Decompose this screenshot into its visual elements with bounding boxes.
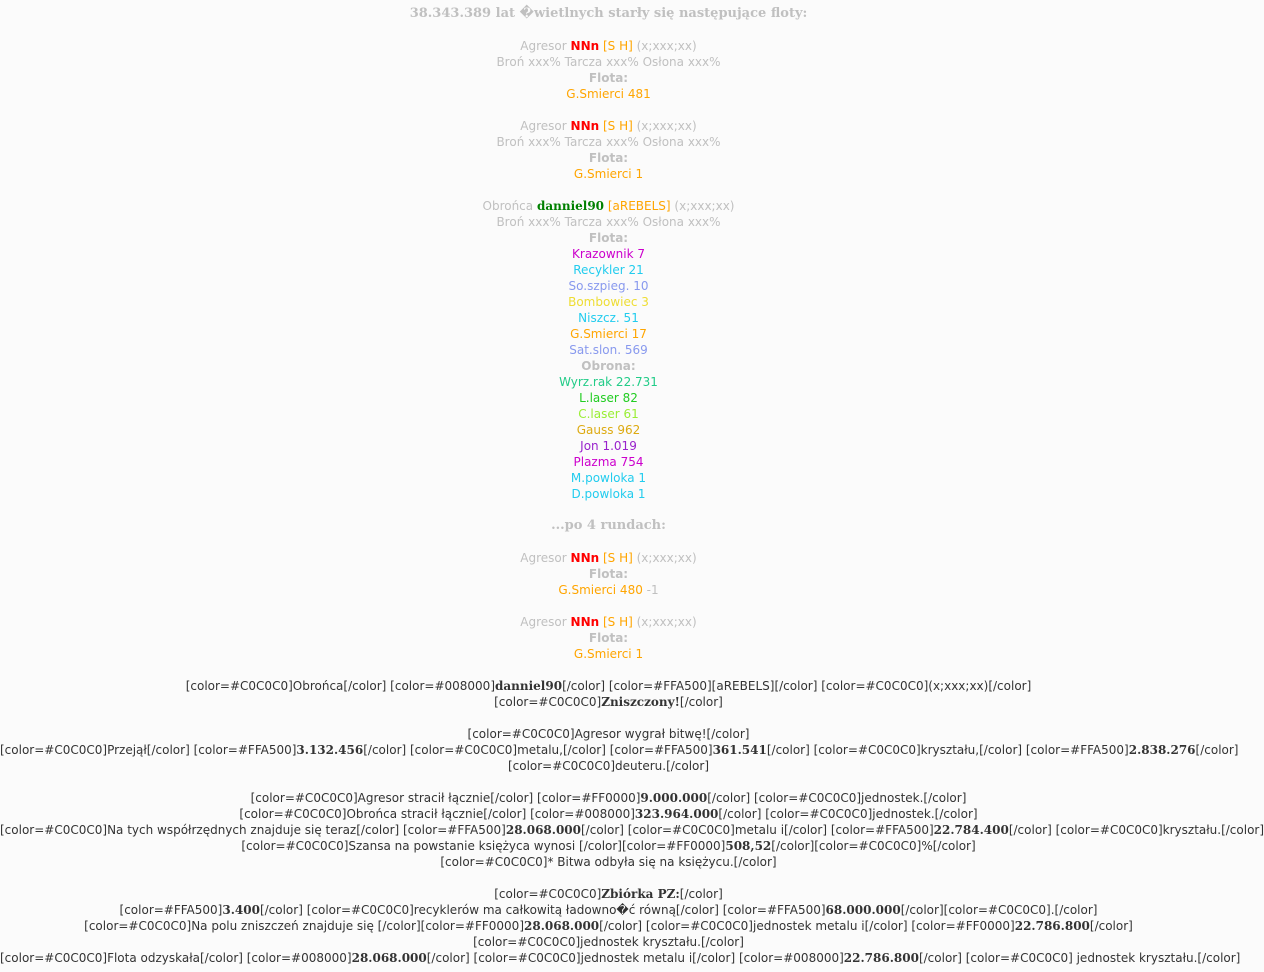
report-value-bold: 28.068.000 (505, 823, 581, 837)
report-text: Agresor (520, 615, 571, 629)
report-value-bold: 361.541 (712, 743, 767, 757)
line-spacer (0, 662, 1217, 678)
report-value-bold: 28.068.000 (351, 951, 427, 965)
report-line (0, 854, 1217, 870)
report-text: L.laser 82 (579, 391, 638, 405)
report-line (0, 134, 1217, 150)
line-spacer (0, 598, 1217, 614)
report-line (0, 454, 1217, 470)
report-line (0, 38, 1217, 54)
report-line (0, 54, 1217, 70)
report-line (0, 838, 1217, 854)
report-text: [color=#C0C0C0] (494, 887, 602, 901)
report-text: Agresor (520, 551, 571, 565)
report-value-bold: 9.000.000 (640, 791, 708, 805)
report-line (0, 70, 1217, 86)
report-line (0, 614, 1217, 630)
report-text: G.Smierci 17 (570, 327, 647, 341)
report-text: Agresor (520, 119, 571, 133)
report-value-bold: NNn (570, 551, 600, 565)
report-text: [color=#C0C0C0]Na tych współrzędnych znajduje się teraz[/color] [color=#FFA500] (0, 823, 506, 837)
report-text: [/color][color=#C0C0C0]%[/color] (771, 839, 976, 853)
report-text: G.Smierci 1 (573, 647, 644, 661)
report-text: ...po 4 rundach: (551, 518, 666, 533)
report-text: Krazownik 7 (572, 247, 645, 261)
report-text: Niszcz. 51 (578, 311, 639, 325)
report-line (0, 326, 1217, 342)
report-line (0, 406, 1217, 422)
report-line (0, 694, 1217, 710)
report-text: (x;xxx;xx) (670, 199, 735, 213)
report-text: [/color][color=#C0C0C0].[/color] (900, 903, 1098, 917)
report-line (0, 550, 1217, 566)
report-text: [/color] (679, 887, 723, 901)
report-value-bold: 3.400 (222, 903, 260, 917)
report-line (0, 214, 1217, 230)
report-text: -1 (642, 583, 659, 597)
report-text: Broń xxx% Tarcza xxx% Osłona xxx% (496, 135, 721, 149)
report-line (0, 230, 1217, 246)
report-text: Broń xxx% Tarcza xxx% Osłona xxx% (496, 55, 721, 69)
report-value-bold: Obrona: (581, 359, 636, 373)
report-text: Obrońca (482, 199, 537, 213)
report-text: [S H] (599, 615, 633, 629)
report-value-bold: 323.964.000 (634, 807, 719, 821)
report-text: (x;xxx;xx) (632, 615, 697, 629)
report-value-bold: NNn (570, 119, 600, 133)
report-value-bold: 2.838.276 (1128, 743, 1196, 757)
report-text: [/color] [color=#C0C0C0]jednostek metalu i[/color] [color=#008000] (426, 951, 844, 965)
report-text: [color=#C0C0C0]Obrońca stracił łącznie[/color] [color=#008000] (239, 807, 635, 821)
report-text: [color=#C0C0C0] (494, 695, 602, 709)
report-value-bold: Flota: (588, 631, 629, 645)
report-line (0, 310, 1217, 326)
report-line (0, 806, 1217, 822)
report-text: G.Smierci 481 (566, 87, 651, 101)
report-value-bold: Flota: (588, 151, 629, 165)
report-text: [S H] (599, 39, 633, 53)
report-text: Agresor (520, 39, 571, 53)
report-text: (x;xxx;xx) (632, 39, 697, 53)
report-text: [color=#C0C0C0]Przejął[/color] [color=#FFA500] (0, 743, 297, 757)
report-text: [/color] [color=#C0C0C0]jednostek.[/color] (718, 807, 978, 821)
report-text: [/color] [color=#C0C0C0]metalu,[/color] [color=#FFA500] (363, 743, 713, 757)
line-spacer (0, 870, 1217, 886)
report-line (0, 678, 1217, 694)
report-line (0, 150, 1217, 166)
report-text: [/color] [color=#C0C0C0]recyklerów ma całkowitą ładowno�ć równą[/color] [color=#FFA500] (259, 903, 826, 917)
report-value-bold: NNn (570, 39, 600, 53)
report-text: [/color] [color=#C0C0C0]jednostek.[/color] (707, 791, 967, 805)
report-value-bold: Flota: (588, 71, 629, 85)
report-heading (0, 6, 1217, 22)
report-text: [color=#C0C0C0]Agresor wygrał bitwę![/color] (467, 727, 750, 741)
report-line (0, 294, 1217, 310)
report-text: [aREBELS] (604, 199, 671, 213)
report-line (0, 342, 1217, 358)
report-value-bold: danniel90 (536, 199, 605, 213)
report-text: So.szpieg. 10 (568, 279, 649, 293)
report-value-bold: 22.786.800 (1014, 919, 1090, 933)
report-text: [color=#C0C0C0]Na polu zniszczeń znajduje się [/color][color=#FF0000] (84, 919, 524, 933)
report-text: Bombowiec 3 (568, 295, 649, 309)
report-line (0, 886, 1217, 902)
report-line (0, 726, 1217, 742)
report-value-bold: 22.786.800 (843, 951, 919, 965)
report-text: [/color] (1195, 743, 1239, 757)
report-text: Plazma 754 (573, 455, 644, 469)
report-text: [/color] [color=#C0C0C0]jednostek metalu i[/color] [color=#FF0000] (599, 919, 1015, 933)
report-value-bold: Zniszczony! (601, 695, 680, 709)
report-line (0, 374, 1217, 390)
report-line (0, 390, 1217, 406)
report-text: [color=#FFA500] (119, 903, 223, 917)
report-value-bold: Zbiórka PZ: (601, 887, 680, 901)
line-spacer (0, 22, 1217, 38)
report-line (0, 582, 1217, 598)
report-text: [/color] [color=#C0C0C0]kryształu.[/color] (1008, 823, 1264, 837)
report-text: Recykler 21 (573, 263, 644, 277)
report-value-bold: 508,52 (725, 839, 772, 853)
report-line (0, 630, 1217, 646)
report-line (0, 902, 1217, 918)
report-heading (0, 518, 1217, 534)
report-line (0, 566, 1217, 582)
report-text: [/color] [color=#C0C0C0]metalu i[/color] [color=#FFA500] (581, 823, 934, 837)
report-line (0, 262, 1217, 278)
line-spacer (0, 774, 1217, 790)
report-text: [color=#C0C0C0]Flota odzyskała[/color] [color=#008000] (0, 951, 352, 965)
report-line (0, 166, 1217, 182)
report-text: Wyrz.rak 22.731 (559, 375, 658, 389)
report-value-bold: 28.068.000 (524, 919, 600, 933)
report-value-bold: NNn (570, 615, 600, 629)
report-text: Gauss 962 (576, 423, 641, 437)
report-text: Sat.slon. 569 (569, 343, 648, 357)
report-text: [/color] [color=#C0C0C0] jednostek kryształu.[/color] (918, 951, 1241, 965)
report-text: C.laser 61 (578, 407, 639, 421)
line-spacer (0, 102, 1217, 118)
report-text: Jon 1.019 (580, 439, 637, 453)
report-text: [/color] [color=#C0C0C0]jednostek kryształu.[/color] (473, 919, 1133, 949)
report-text: D.powloka 1 (571, 487, 646, 501)
report-line (0, 246, 1217, 262)
report-line (0, 198, 1217, 214)
report-line (0, 470, 1217, 486)
report-text: (x;xxx;xx) (632, 551, 697, 565)
report-value-bold: Flota: (588, 231, 629, 245)
report-text: [S H] (599, 551, 633, 565)
line-spacer (0, 502, 1217, 518)
line-spacer (0, 710, 1217, 726)
report-line (0, 742, 1239, 758)
report-value-bold: danniel90 (495, 679, 563, 693)
report-line (0, 86, 1217, 102)
report-line (0, 438, 1217, 454)
report-line (0, 758, 1217, 774)
report-text: M.powloka 1 (570, 471, 647, 485)
report-line (0, 422, 1217, 438)
report-text: [color=#C0C0C0]* Bitwa odbyła się na księżycu.[/color] (440, 855, 777, 869)
line-spacer (0, 534, 1217, 550)
report-line (0, 486, 1217, 502)
report-text: [color=#C0C0C0]Obrońca[/color] [color=#008000] (185, 679, 495, 693)
report-text: 38.343.389 lat �wietlnych starły się następujące floty: (409, 6, 808, 21)
report-text: (x;xxx;xx) (632, 119, 697, 133)
report-text: [color=#C0C0C0]deuteru.[/color] (507, 759, 710, 773)
report-line (0, 790, 1217, 806)
report-text: Broń xxx% Tarcza xxx% Osłona xxx% (496, 215, 721, 229)
report-value-bold: Flota: (588, 567, 629, 581)
report-value-bold: 22.784.400 (933, 823, 1009, 837)
report-line (0, 822, 1264, 838)
report-line (0, 358, 1217, 374)
report-line (0, 646, 1217, 662)
report-text: [color=#C0C0C0]Agresor stracił łącznie[/color] [color=#FF0000] (250, 791, 641, 805)
report-line (0, 118, 1217, 134)
report-line (0, 918, 1217, 950)
report-value-bold: 3.132.456 (296, 743, 364, 757)
report-value-bold: 68.000.000 (825, 903, 901, 917)
report-line (0, 278, 1217, 294)
report-line (0, 950, 1241, 966)
report-text: [/color] (679, 695, 723, 709)
report-text: [color=#C0C0C0]Szansa na powstanie księżyca wynosi [/color][color=#FF0000] (241, 839, 726, 853)
report-text: [S H] (599, 119, 633, 133)
line-spacer (0, 182, 1217, 198)
report-text: [/color] [color=#FFA500][aREBELS][/color] [color=#C0C0C0](x;xxx;xx)[/color] (562, 679, 1032, 693)
report-text: [/color] [color=#C0C0C0]kryształu,[/color] [color=#FFA500] (766, 743, 1129, 757)
report-text: G.Smierci 1 (573, 167, 644, 181)
report-text: G.Smierci 480 (558, 583, 643, 597)
